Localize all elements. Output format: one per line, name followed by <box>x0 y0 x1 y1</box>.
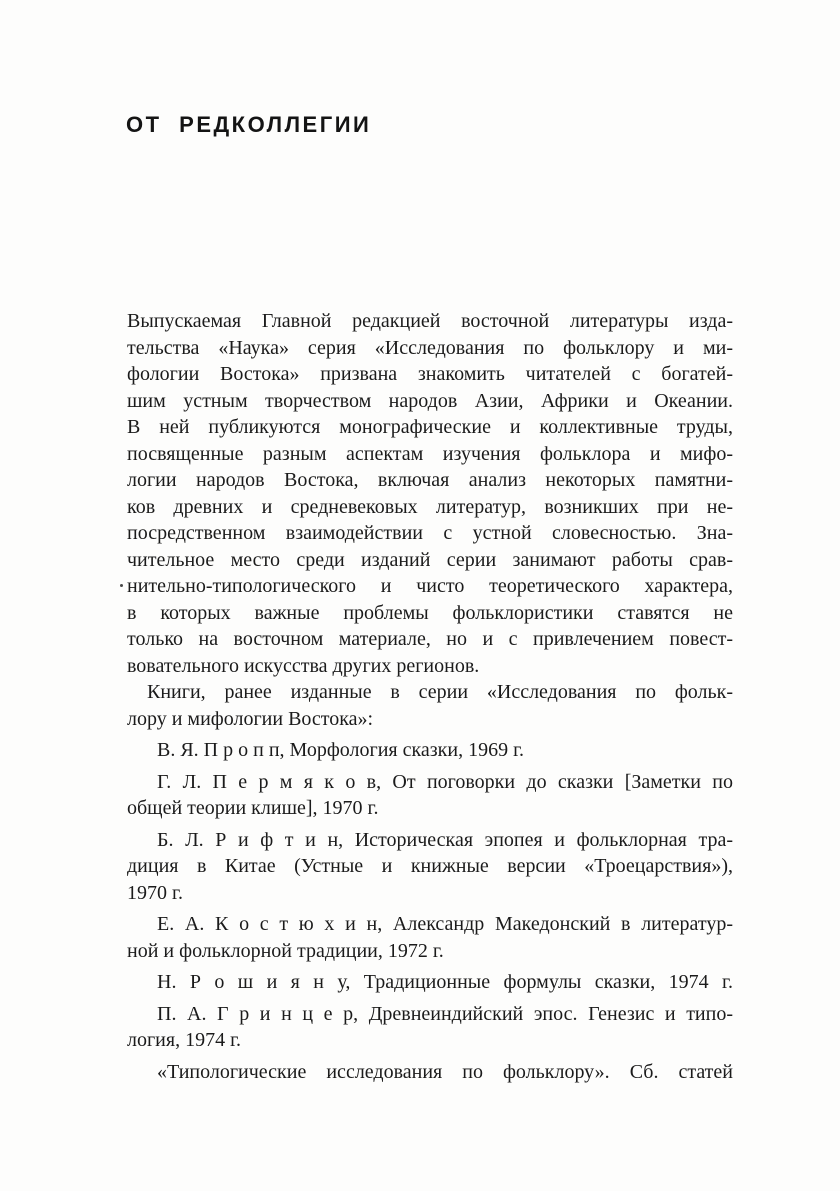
text-line: фологии Востока» призвана знакомить читателей с богатей- <box>127 363 733 385</box>
text-line: диция в Китае (Устные и книжные версии «Троецарствия»), <box>127 855 733 877</box>
text-line: логия, 1974 г. <box>127 1029 242 1051</box>
text-line: ков древних и средневековых литератур, возникших при не- <box>127 495 733 518</box>
text-line: общей теории клише], 1970 г. <box>127 797 379 819</box>
book-entry-grintser <box>127 1001 733 1054</box>
text-line: Н. Р о ш и я н у, Традиционные формулы сказки, 1974 г. <box>157 971 733 993</box>
text-line: Е. А. К о с т ю х и н, Александр Македонский в литератур- <box>157 913 733 935</box>
text-line: «Типологические исследования по фольклору». Сб. статей <box>157 1060 733 1083</box>
text-line: нительно-типологического и чисто теоретического характера, <box>127 575 733 597</box>
text-line: В. Я. П р о п п, Морфология сказки, 1969 г. <box>157 739 525 761</box>
text-line: посредственном взаимодействии с устной словесностью. Зна- <box>127 522 733 544</box>
text-line: 1970 г. <box>127 881 183 904</box>
text-line: в которых важные проблемы фольклористики ставятся не <box>127 601 733 624</box>
book-entry-riftin <box>127 827 733 907</box>
text-line: Г. Л. П е р м я к о в, От поговорки до сказки [Заметки по <box>157 770 733 793</box>
book-entry-propp <box>127 737 733 764</box>
text-block <box>127 308 733 1085</box>
text-line: чительное место среди изданий серии занимают работы срав- <box>127 548 733 571</box>
book-entry-kostyukhin <box>127 911 733 964</box>
text-line: шим устным творчеством народов Азии, Африки и Океании. <box>127 389 733 412</box>
book-entry-roshiyanu <box>127 969 733 996</box>
text-line: посвященные разным аспектам изучения фольклора и мифо- <box>127 442 733 465</box>
text-line: П. А. Г р и н ц е р, Древнеиндийский эпос. Генезис и типо- <box>157 1002 733 1025</box>
text-line: логии народов Востока, включая анализ некоторых памятни- <box>127 469 733 491</box>
text-line: В ней публикуются монографические и коллективные труды, <box>127 416 733 438</box>
text-line: лору и мифологии Востока»: <box>127 707 374 730</box>
book-entry-typological-studies <box>127 1059 733 1086</box>
series-list-intro-paragraph <box>127 679 733 732</box>
text-line: Б. Л. Р и ф т и н, Историческая эпопея и фольклорная тра- <box>157 828 733 851</box>
text-line: тельства «Наука» серия «Исследования по фольклору и ми- <box>127 336 733 359</box>
text-line: только на восточном материале, но и с привлечением повест- <box>127 628 733 650</box>
text-line: ной и фольклорной традиции, 1972 г. <box>127 939 444 962</box>
intro-paragraph <box>127 308 733 679</box>
text-line: Книги, ранее изданные в серии «Исследования по фольк- <box>147 681 733 703</box>
page-title: ОТ РЕДКОЛЛЕГИИ <box>126 112 372 137</box>
text-line: Выпускаемая Главной редакцией восточной литературы изда- <box>127 310 733 332</box>
book-entry-permyakov <box>127 769 733 822</box>
text-line: вовательного искусства других регионов. <box>127 654 480 677</box>
scan-speck-artifact <box>120 584 123 587</box>
